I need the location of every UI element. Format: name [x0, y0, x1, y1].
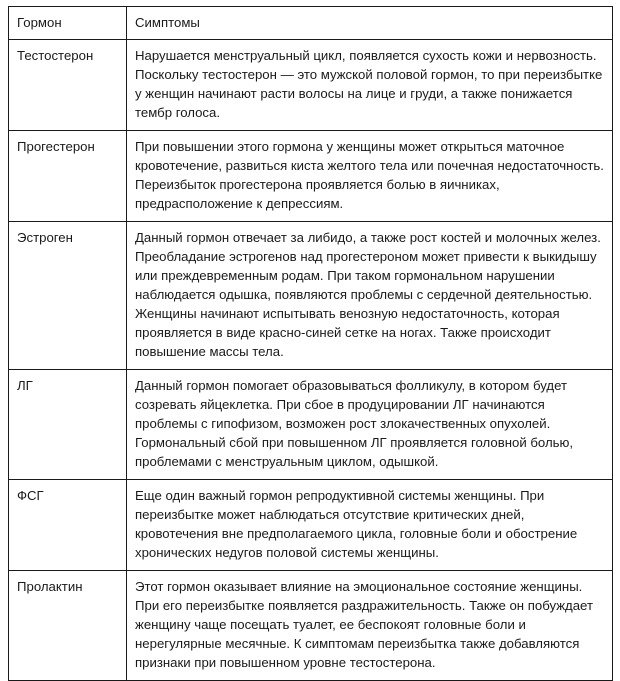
hormone-symptoms: Еще один важный гормон репродуктивной системы женщины. При переизбытке может наблюдаться отсутствие критических дней, кровотечения вне предполагаемого цикла, головные боли и обострение хронических недугов половой системы женщины. [127, 480, 613, 571]
table-row [9, 131, 613, 222]
hormone-name: Тестостерон [9, 40, 127, 131]
hormone-symptoms-table [8, 6, 613, 681]
hormone-symptoms: Данный гормон помогает образовываться фолликулу, в котором будет созревать яйцеклетка. При сбое в продуцировании ЛГ начинаются проблемы с гипофизом, возможен рост злокачественных опухолей. Гормональный сбой при повышенном ЛГ проявляется головной болью, проблемами с менструальным циклом, одышкой. [127, 370, 613, 480]
hormone-name: Эстроген [9, 222, 127, 370]
header-symptoms: Симптомы [127, 7, 613, 40]
hormone-table-container [8, 6, 612, 681]
hormone-name: Пролактин [9, 571, 127, 681]
hormone-symptoms: Нарушается менструальный цикл, появляется сухость кожи и нервозность. Поскольку тестостерон — это мужской половой гормон, то при переизбытке у женщин начинают расти волосы на лице и груди, а также понижается тембр голоса. [127, 40, 613, 131]
hormone-symptoms: Этот гормон оказывает влияние на эмоциональное состояние женщины. При его переизбытке появляется раздражительность. Также он побуждает женщину чаще посещать туалет, ее беспокоят головные боли и нерегулярные месячные. К симптомам переизбытка также добавляются признаки при повышенном уровне тестостерона. [127, 571, 613, 681]
table-row [9, 480, 613, 571]
header-hormone: Гормон [9, 7, 127, 40]
table-row [9, 571, 613, 681]
hormone-symptoms: Данный гормон отвечает за либидо, а также рост костей и молочных желез. Преобладание эстрогенов над прогестероном может привести к выкидышу или преждевременным родам. При таком гормональном нарушении наблюдается одышка, появляются проблемы с сердечной деятельностью. Женщины начинают испытывать венозную недостаточность, которая проявляется в виде красно-синей сетке на ногах. Также происходит повышение массы тела. [127, 222, 613, 370]
table-row [9, 370, 613, 480]
table-row [9, 40, 613, 131]
hormone-symptoms: При повышении этого гормона у женщины может открыться маточное кровотечение, развиться киста желтого тела или почечная недостаточность. Переизбыток прогестерона проявляется болью в яичниках, предрасположение к депрессиям. [127, 131, 613, 222]
hormone-name: ЛГ [9, 370, 127, 480]
hormone-name: ФСГ [9, 480, 127, 571]
table-header-row [9, 7, 613, 40]
hormone-name: Прогестерон [9, 131, 127, 222]
table-row [9, 222, 613, 370]
